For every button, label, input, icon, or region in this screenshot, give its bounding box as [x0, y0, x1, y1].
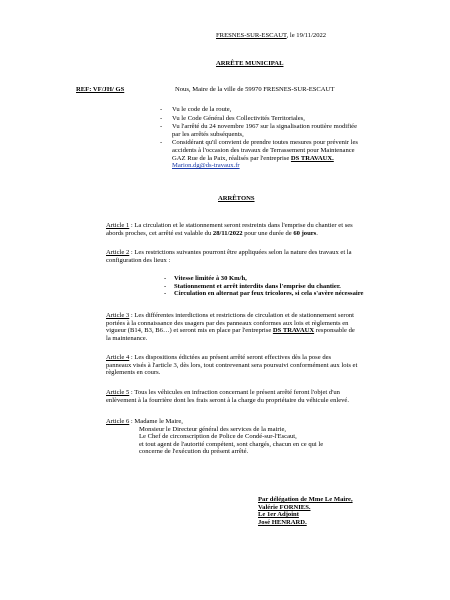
- article-4-label: Article 4: [106, 354, 130, 361]
- vu-item: - Vu l'arrêté du 24 novembre 1967 sur la signalisation routière modifiée par les arrêtés subséquents,: [160, 123, 357, 138]
- article-2-label: Article 2: [106, 249, 130, 256]
- list-item: - Stationnement et arrêt interdits dans l'emprise du chantier.: [164, 282, 341, 290]
- article-5: Article 5 : Tous les véhicules en infraction concernant le présent arrêté feront l'objet d'un enlèvement à la fourrière dont les frais seront à la charge du propriétaire du véhicule enlevé.: [106, 389, 350, 404]
- header-town: FRESNES-SUR-ESCAUT: [216, 32, 287, 39]
- list-item: - Circulation en alternat par feux tricolores, si cela s'avère nécessaire: [164, 290, 364, 298]
- header-date: , le 19/11/2022: [286, 32, 327, 39]
- header-place-date: [216, 32, 326, 40]
- article-1-label: Article 1: [106, 222, 130, 229]
- article-4: Article 4 : Les dispositions édictées au présent arrêté seront effectives dès la pose des panneaux visés à l'article 3, dès lors, tout contrevenant sera poursuivi conformément aux lois et règlements en cours.: [106, 354, 358, 377]
- document-title: ARRÊTE MUNICIPAL: [216, 60, 284, 67]
- article-6-label: Article 6: [106, 418, 130, 425]
- article-3-label: Article 3: [106, 312, 130, 319]
- article-6-recipients: Monsieur le Directeur général des services de la mairie, Le Chef de circonscription de Police de Condé-sur-l'Escaut, et tout agent de l'autorité compétent, sont chargés, chacun en ce qui le concerne de l'exécution du présent arrêté.: [139, 425, 324, 456]
- arretons-heading: ARRÊTONS: [218, 195, 255, 202]
- signature-delegation: Par délégation de Mme Le Maire,: [258, 496, 353, 503]
- article-3: Article 3 : Les différentes interdictions et restrictions de circulation et de stationnement seront portées à la connaissance des usagers par des panneaux conformes aux lois et règlements en vigueur (B14, B3, B6…) et seront mis en place par l'entreprise DS TRAVAUX responsable de la maintenance.: [106, 312, 355, 342]
- signature-name-1: Valérie FORNIES.: [258, 503, 311, 511]
- article-2-list: [164, 275, 404, 298]
- vu-item: - Vu le code de la route,: [160, 106, 232, 113]
- signature-name-2: José HENRARD.: [258, 518, 307, 526]
- article-5-label: Article 5: [106, 389, 130, 396]
- email-link[interactable]: Marion.dg@ds-travaux.fr: [172, 162, 240, 170]
- signature-title: Le 1er Adjoint: [258, 511, 299, 519]
- vu-item: - Considérant qu'il convient de prendre toutes mesures pour prévenir les accidents à l'occasion des travaux de Terrassement pour Maintenance GAZ Rue de la Paix, réalisés par l'entreprise DS TRAVAUX. Marion.dg@ds-travaux.fr: [160, 139, 380, 169]
- vu-item: - Vu le Code Général des Collectivités Territoriales,: [160, 114, 305, 122]
- reference: REF: VF/JH/ GS: [76, 86, 125, 93]
- intro-text: Nous, Maire de la ville de 59970 FRESNES-SUR-ESCAUT: [175, 86, 335, 93]
- article-1: Article 1 : La circulation et le stationnement seront restreints dans l'emprise du chantier et ses abords proches, cet arrêté est valable du 28/11/2022 pour une durée de 60 jours.: [106, 222, 353, 237]
- list-item: - Vitesse limitée à 30 Km/h,: [164, 275, 247, 282]
- article-2: Article 2 : Les restrictions suivantes pourront être appliquées selon la nature des travaux et la configuration des lieux :: [106, 249, 352, 264]
- vu-list: [160, 106, 380, 170]
- signature-block: [258, 496, 408, 526]
- article-6: Article 6 : Madame le Maire,: [106, 418, 183, 425]
- company-name: DS TRAVAUX.: [290, 154, 334, 162]
